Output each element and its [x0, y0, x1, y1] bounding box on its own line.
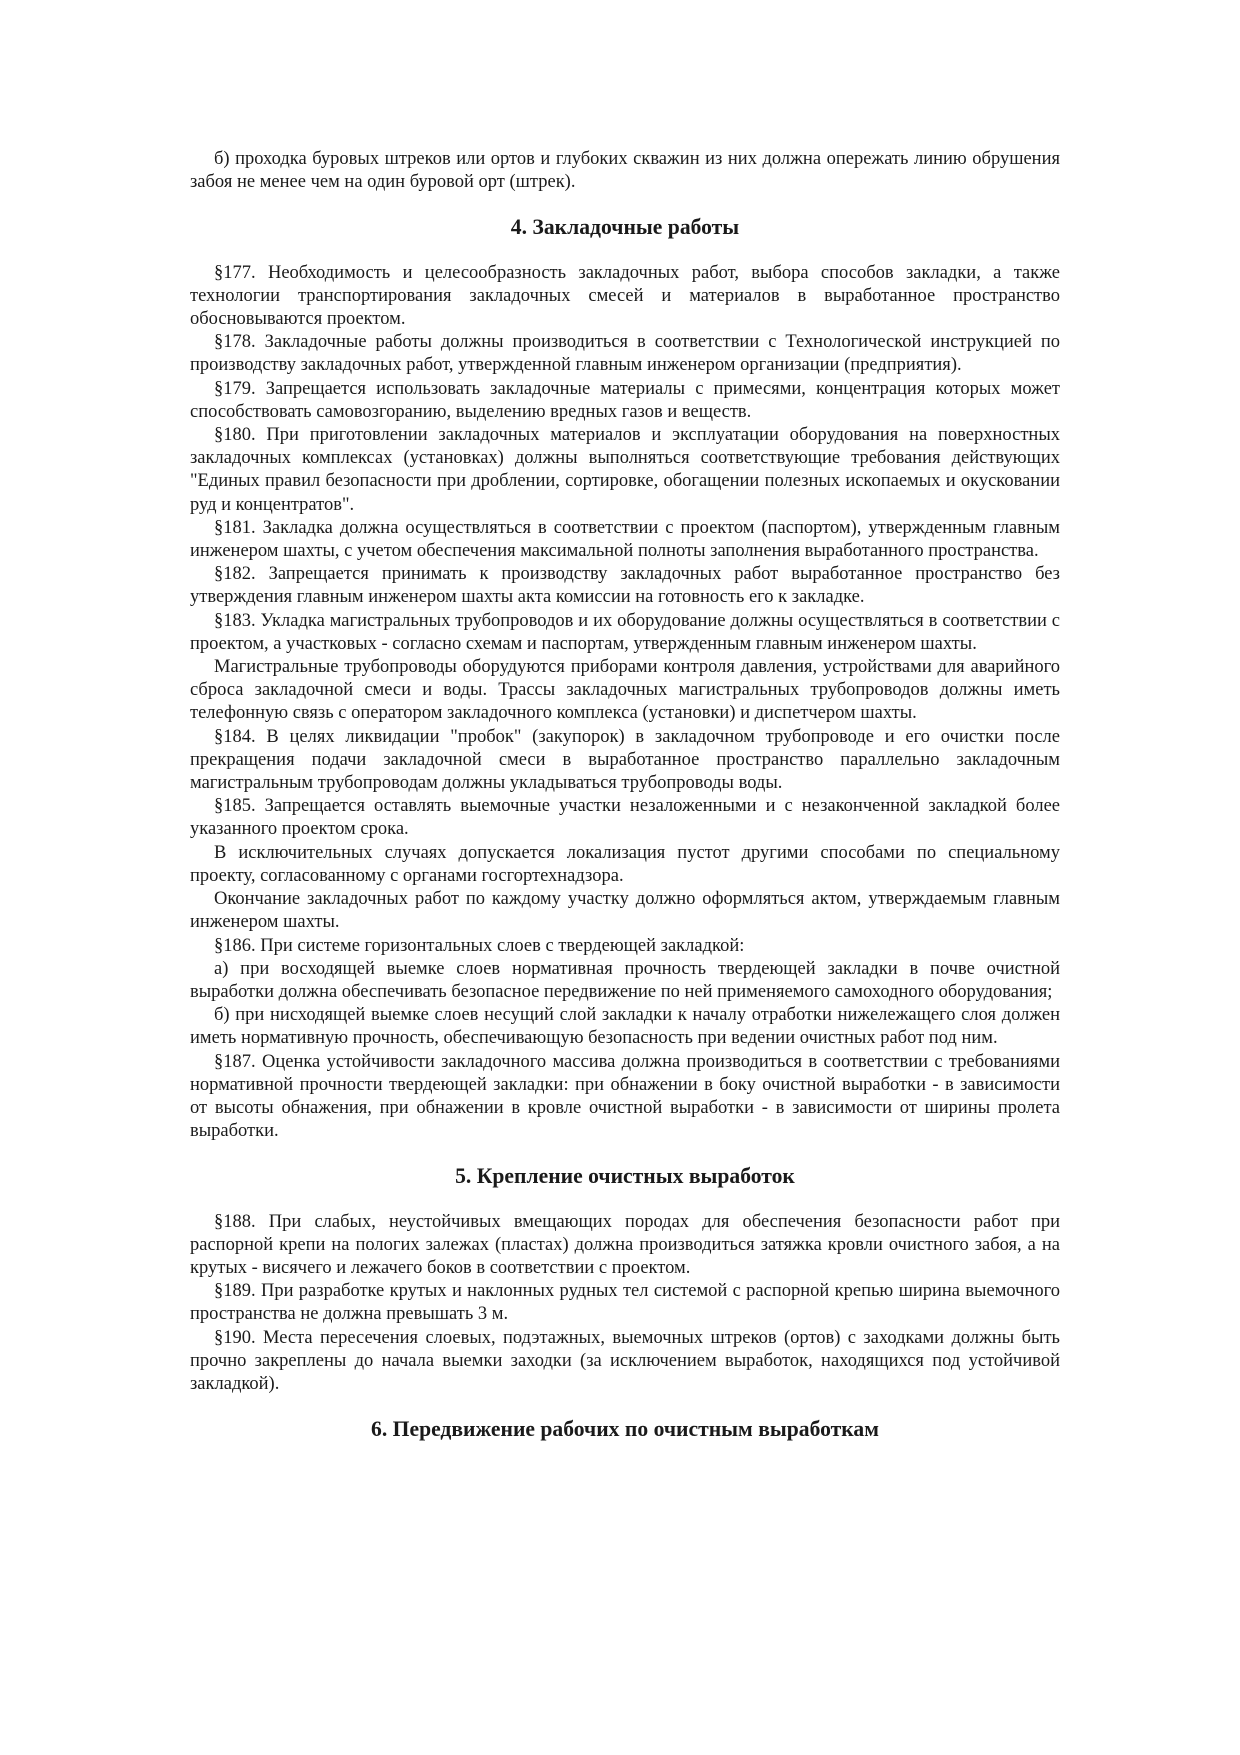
paragraph-180: §180. При приготовлении закладочных материалов и эксплуатации оборудования на поверхностных закладочных комплексах (установках) должны выполняться соответствующие требования действующих "Единых правил безопасности при дроблении, сортировке, обогащении полезных ископаемых и окусковании руд и концентратов". — [190, 425, 1060, 515]
document-page — [190, 148, 1060, 1441]
section-4-title: 4. Закладочные работы — [510, 215, 740, 240]
paragraph-183-pipelines: Магистральные трубопроводы оборудуются приборами контроля давления, устройствами для аварийного сброса закладочной смеси и воды. Трассы закладочных магистральных трубопроводов должны иметь телефонную связь с оператором закладочного комплекса (установки) и диспетчером шахты. — [190, 657, 1060, 724]
paragraph-187: §187. Оценка устойчивости закладочного массива должна производиться в соответствии с требованиями нормативной прочности твердеющей закладки: при обнажении в боку очистной выработки - в зависимости от высоты обнажения, при обнажении в кровле очистной выработки - в зависимости от ширины пролета выработки. — [190, 1051, 1060, 1142]
paragraph-185: §185. Запрещается оставлять выемочные участки незаложенными и с незаконченной закладкой более указанного проектом срока. — [190, 796, 1060, 840]
section-5-title: 5. Крепление очистных выработок — [455, 1164, 795, 1189]
paragraph-181: §181. Закладка должна осуществляться в соответствии с проектом (паспортом), утвержденным главным инженером шахты, с учетом обеспечения максимальной полноты заполнения выработанного пространства. — [190, 517, 1060, 562]
paragraph-189: §189. При разработке крутых и наклонных рудных тел системой с распорной крепью ширина выемочного пространства не должна превышать 3 м. — [190, 1281, 1060, 1325]
section-5-body — [190, 1211, 1060, 1397]
paragraph-top: б) проходка буровых штреков или ортов и глубоких скважин из них должна опережать линию обрушения забоя не менее чем на один буровой орт (штрек). — [190, 149, 1060, 193]
paragraph-188: §188. При слабых, неустойчивых вмещающих породах для обеспечения безопасности работ при распорной крепи на пологих залежах (пластах) должна производиться затяжка кровли очистного забоя, а на крутых - висячего и лежачего боков в соответствии с проектом. — [190, 1211, 1060, 1278]
paragraph-190: §190. Места пересечения слоевых, подэтажных, выемочных штреков (ортов) с заходками должны быть прочно закреплены до начала выемки заходки (за исключением выработок, находящихся под устойчивой закладкой). — [190, 1327, 1060, 1394]
paragraph-184: §184. В целях ликвидации "пробок" (закупорок) в закладочном трубопроводе и его очистки после прекращения подачи закладочной смеси в выработанное пространство параллельно закладочным магистральным трубопроводам должны укладываться трубопроводы воды. — [190, 726, 1060, 794]
paragraph-183: §183. Укладка магистральных трубопроводов и их оборудование должны осуществляться в соответствии с проектом, а участковых - согласно схемам и паспортам, утвержденным главным инженером шахты. — [190, 610, 1060, 654]
paragraph-185-completion: Окончание закладочных работ по каждому участку должно оформляться актом, утверждаемым главным инженером шахты. — [190, 889, 1060, 933]
paragraph-178: §178. Закладочные работы должны производиться в соответствии с Технологической инструкцией по производству закладочных работ, утвержденной главным инженером организации (предприятия). — [190, 332, 1060, 376]
paragraph-186-b: б) при нисходящей выемке слоев несущий слой закладки к началу отработки нижележащего слоя должен иметь нормативную прочность, обеспечивающую безопасность при ведении очистных работ под ним. — [190, 1005, 1060, 1049]
paragraph-185-exceptions: В исключительных случаях допускается локализация пустот другими способами по специальному проекту, согласованному с органами госгортехнадзора. — [190, 842, 1060, 886]
paragraph-177: §177. Необходимость и целесообразность закладочных работ, выбора способов закладки, а также технологии транспортирования закладочных смесей и материалов в выработанное пространство обосновываются проектом. — [190, 262, 1060, 330]
paragraph-179: §179. Запрещается использовать закладочные материалы с примесями, концентрация которых может способствовать самовозгоранию, выделению вредных газов и веществ. — [190, 378, 1060, 422]
paragraph-186: §186. При системе горизонтальных слоев с твердеющей закладкой: — [214, 935, 745, 956]
paragraph-186-a: а) при восходящей выемке слоев нормативная прочность твердеющей закладки в почве очистной выработки должна обеспечивать безопасное передвижение по ней применяемого самоходного оборудования; — [190, 958, 1060, 1002]
section-6-title: 6. Передвижение рабочих по очистным выработкам — [371, 1417, 879, 1442]
paragraph-182: §182. Запрещается принимать к производству закладочных работ выработанное пространство без утверждения главным инженером шахты акта комиссии на готовность его к закладке. — [190, 564, 1060, 608]
section-4-body — [190, 262, 1060, 1144]
